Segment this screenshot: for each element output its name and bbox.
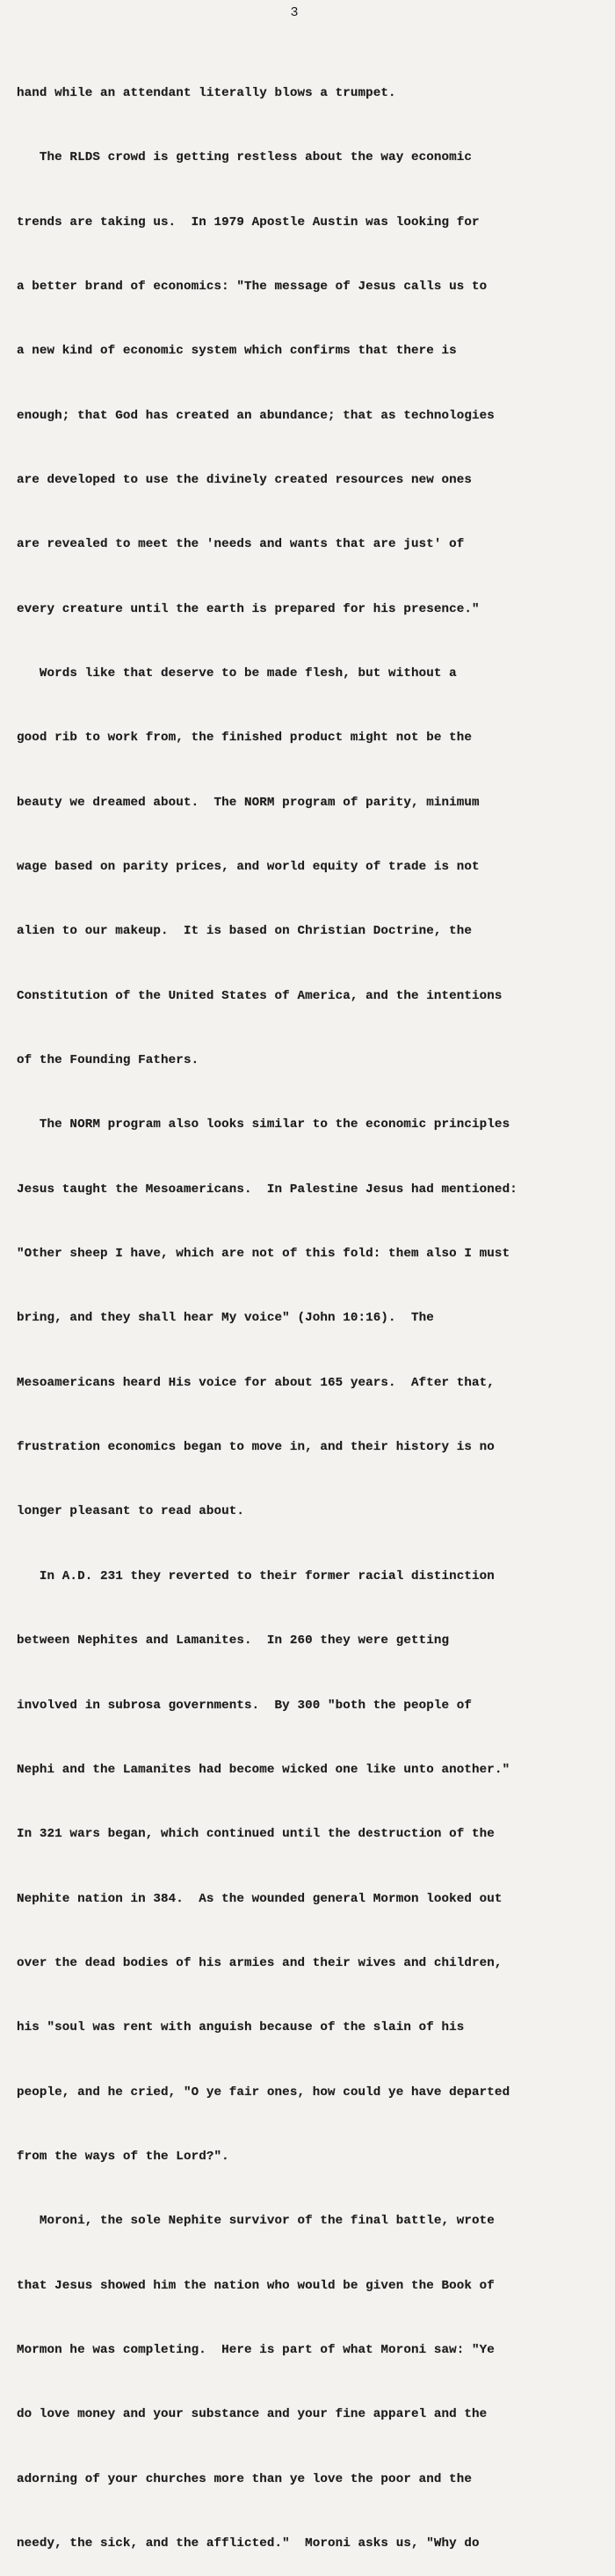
text-line: The RLDS crowd is getting restless about the way economic bbox=[17, 150, 473, 165]
text-line: Nephi and the Lamanites had become wicked one like unto another." bbox=[17, 1762, 510, 1777]
text-line: over the dead bodies of his armies and their wives and children, bbox=[17, 1955, 503, 1970]
text-line: Mormon he was completing. Here is part of what Moroni saw: "Ye bbox=[17, 2342, 495, 2357]
text-line: adorning of your churches more than ye love the poor and the bbox=[17, 2471, 473, 2486]
text-line: In A.D. 231 they reverted to their former racial distinction bbox=[17, 1568, 495, 1583]
text-line: Constitution of the United States of America, and the intentions bbox=[17, 988, 503, 1003]
text-line: involved in subrosa governments. By 300 "both the people of bbox=[17, 1698, 473, 1713]
text-line: Jesus taught the Mesoamericans. In Palestine Jesus had mentioned: bbox=[17, 1182, 517, 1197]
text-line: Nephite nation in 384. As the wounded general Mormon looked out bbox=[17, 1891, 503, 1906]
text-line: good rib to work from, the finished product might not be the bbox=[17, 731, 473, 746]
text-line: Mesoamericans heard His voice for about 165 years. After that, bbox=[17, 1375, 495, 1390]
text-line: needy, the sick, and the afflicted." Moroni asks us, "Why do bbox=[17, 2536, 480, 2551]
text-line: every creature until the earth is prepared for his presence." bbox=[17, 601, 480, 616]
page-number: 3 bbox=[290, 5, 299, 20]
text-line: "Other sheep I have, which are not of this fold: them also I must bbox=[17, 1247, 510, 1262]
text-line: frustration economics began to move in, and their history is no bbox=[17, 1440, 495, 1455]
text-line: between Nephites and Lamanites. In 260 they were getting bbox=[17, 1634, 450, 1648]
text-line: longer pleasant to read about. bbox=[17, 1504, 245, 1519]
text-line: Words like that deserve to be made flesh, but without a bbox=[17, 666, 457, 680]
text-line: In 321 wars began, which continued until the destruction of the bbox=[17, 1827, 495, 1842]
text-line: The NORM program also looks similar to the economic principles bbox=[17, 1117, 510, 1132]
text-line: that Jesus showed him the nation who would be given the Book of bbox=[17, 2278, 495, 2293]
text-line: alien to our makeup. It is based on Christian Doctrine, the bbox=[17, 924, 473, 939]
text-line: enough; that God has created an abundance; that as technologies bbox=[17, 408, 495, 423]
text-line: of the Founding Fathers. bbox=[17, 1053, 199, 1068]
text-line: are developed to use the divinely created resources new ones bbox=[17, 472, 473, 487]
text-line: wage based on parity prices, and world equity of trade is not bbox=[17, 860, 480, 875]
text-line: from the ways of the Lord?". bbox=[17, 2149, 229, 2164]
text-line: are revealed to meet the 'needs and wants that are just' of bbox=[17, 537, 465, 552]
text-line: do love money and your substance and your fine apparel and the bbox=[17, 2407, 488, 2422]
text-line: his "soul was rent with anguish because of the slain of his bbox=[17, 2020, 465, 2035]
text-line: hand while an attendant literally blows a trumpet. bbox=[17, 85, 396, 100]
text-line: a better brand of economics: "The message of Jesus calls us to bbox=[17, 279, 488, 294]
body-text bbox=[17, 40, 611, 2576]
text-line: bring, and they shall hear My voice" (John 10:16). The bbox=[17, 1311, 434, 1326]
text-line: a new kind of economic system which confirms that there is bbox=[17, 344, 457, 359]
text-line: people, and he cried, "O ye fair ones, how could ye have departed bbox=[17, 2085, 510, 2099]
text-line: beauty we dreamed about. The NORM program of parity, minimum bbox=[17, 795, 480, 810]
text-line: trends are taking us. In 1979 Apostle Austin was looking for bbox=[17, 215, 480, 229]
text-line: Moroni, the sole Nephite survivor of the final battle, wrote bbox=[17, 2214, 495, 2229]
